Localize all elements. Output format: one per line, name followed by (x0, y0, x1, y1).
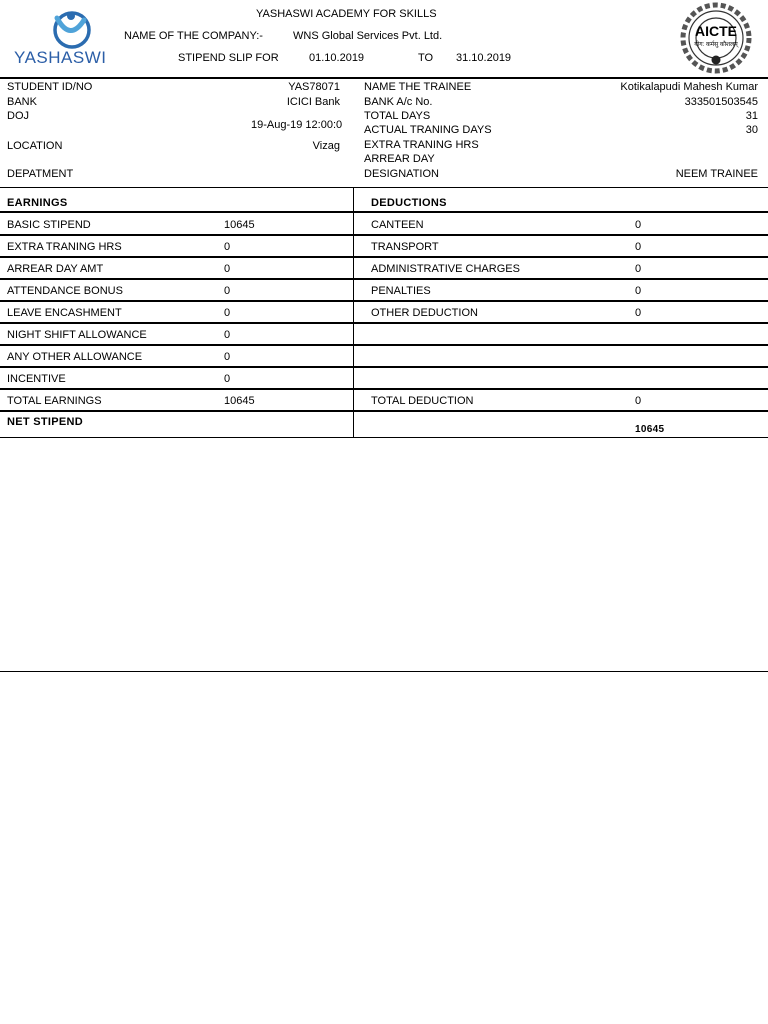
account-no-label: BANK A/c No. (364, 96, 433, 108)
period-to: 31.10.2019 (456, 52, 512, 64)
deductions-row-value: 0 (635, 395, 642, 407)
account-no-value: 333501503545 (684, 96, 758, 108)
actual-days-value: 30 (745, 124, 758, 136)
period-from: 01.10.2019 (309, 52, 365, 64)
arrear-day-label: ARREAR DAY (364, 153, 435, 165)
deductions-row-label: OTHER DEDUCTION (371, 307, 478, 319)
deductions-row-label: TRANSPORT (371, 241, 439, 253)
deductions-row-value: 0 (635, 241, 642, 253)
aicte-motto: योग: कर्मसु कौशलम् (694, 42, 738, 48)
earnings-row-label: ARREAR DAY AMT (7, 263, 104, 275)
earnings-row-label: TOTAL EARNINGS (7, 395, 102, 407)
deductions-row-value: 0 (635, 219, 642, 231)
aicte-text: AICTE (695, 23, 737, 39)
total-days-value: 31 (745, 110, 758, 122)
deductions-row-label: PENALTIES (371, 285, 431, 297)
earnings-row-label: BASIC STIPEND (7, 219, 91, 231)
earnings-row-label: INCENTIVE (7, 373, 66, 385)
lamp-icon (710, 55, 722, 65)
academy-name: YASHASWI ACADEMY FOR SKILLS (256, 8, 437, 20)
earnings-row-label: ANY OTHER ALLOWANCE (7, 351, 143, 363)
designation-label: DESIGNATION (364, 168, 439, 180)
actual-days-label: ACTUAL TRANING DAYS (364, 124, 492, 136)
trainee-name-label: NAME THE TRAINEE (364, 81, 472, 93)
total-days-label: TOTAL DAYS (364, 110, 431, 122)
deductions-row-value: 0 (635, 285, 642, 297)
bank-label: BANK (7, 96, 37, 108)
deductions-row-label: ADMINISTRATIVE CHARGES (371, 263, 520, 275)
earnings-heading: EARNINGS (7, 197, 68, 209)
earnings-row-label: LEAVE ENCASHMENT (7, 307, 122, 319)
company-name: WNS Global Services Pvt. Ltd. (293, 30, 443, 42)
location-value: Vizag (312, 140, 340, 152)
earnings-row-value: 0 (224, 241, 231, 253)
earnings-row-value: 0 (224, 307, 231, 319)
deductions-row-label: CANTEEN (371, 219, 424, 231)
student-id-label: STUDENT ID/NO (7, 81, 93, 93)
earnings-row-value: 10645 (224, 395, 255, 407)
earnings-row-value: 0 (224, 351, 231, 363)
company-label: NAME OF THE COMPANY:- (124, 30, 263, 42)
earnings-row-value: 0 (224, 373, 231, 385)
period-label: STIPEND SLIP FOR (178, 52, 279, 64)
doj-label: DOJ (7, 110, 29, 122)
student-id-value: YAS78071 (288, 81, 340, 93)
deductions-heading: DEDUCTIONS (371, 197, 447, 209)
location-label: LOCATION (7, 140, 63, 152)
period-to-label: TO (418, 52, 434, 64)
earnings-row-value: 0 (224, 263, 231, 275)
deductions-row-label: TOTAL DEDUCTION (371, 395, 474, 407)
earnings-row-value: 10645 (224, 219, 255, 231)
earnings-row-label: EXTRA TRANING HRS (7, 241, 122, 253)
bank-value: ICICI Bank (286, 96, 340, 108)
designation-value: NEEM TRAINEE (675, 168, 758, 180)
person-swoosh-icon (10, 8, 120, 52)
earnings-row-value: 0 (224, 285, 231, 297)
net-stipend-value: 10645 (635, 424, 665, 435)
deductions-row-value: 0 (635, 307, 642, 319)
earnings-row-label: ATTENDANCE BONUS (7, 285, 123, 297)
net-stipend-label: NET STIPEND (7, 416, 84, 428)
deductions-row-value: 0 (635, 263, 642, 275)
department-label: DEPATMENT (7, 168, 74, 180)
trainee-name-value: Kotikalapudi Mahesh Kumar (620, 81, 758, 93)
doj-value: 19-Aug-19 12:00:0 (251, 119, 343, 131)
aicte-seal (666, 2, 766, 74)
yashaswi-logo (10, 8, 120, 70)
earnings-row-value: 0 (224, 329, 231, 341)
logo-text: YASHASWI (14, 48, 107, 67)
earnings-row-label: NIGHT SHIFT ALLOWANCE (7, 329, 147, 341)
extra-hrs-label: EXTRA TRANING HRS (364, 139, 479, 151)
